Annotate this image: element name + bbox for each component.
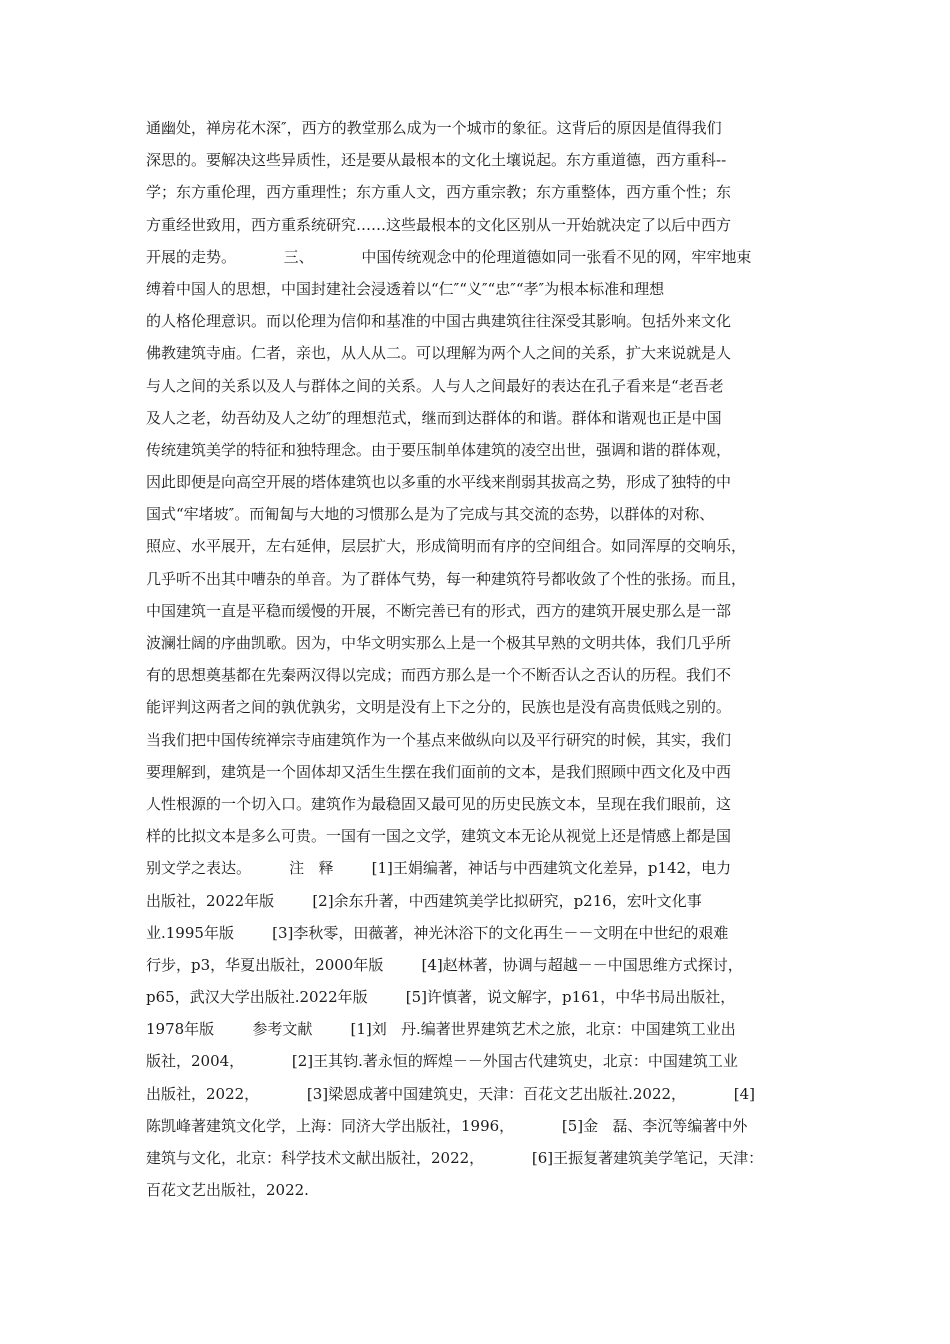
text-line: 通幽处，禅房花木深″，西方的教堂那么成为一个城市的象征。这背后的原因是值得我们 <box>146 119 722 137</box>
text-line: 行步，p3，华夏出版社，2000年版 [4]赵林著，协调与超越－－中国思维方式探讨， <box>146 955 743 974</box>
text-line: p65，武汉大学出版社.2022年版 [5]许慎著，说文解字，p161，中华书局出版社， <box>146 988 736 1007</box>
text-line: 佛教建筑寺庙。仁者，亲也，从人从二。可以理解为两个人之间的关系，扩大来说就是人 <box>146 344 732 363</box>
text-line: 版社，2004， [2]王其钧.著永恒的辉煌－－外国古代建筑史，北京：中国建筑工业 <box>146 1052 738 1071</box>
text-line: 深思的。要解决这些异质性，还是要从最根本的文化土壤说起。东方重道德，西方重科-- <box>146 151 727 170</box>
text-line: 样的比拟文本是多么可贵。一国有一国之文学，建筑文本无论从视觉上还是情感上都是国 <box>146 827 732 846</box>
text-line: 及人之老，幼吾幼及人之幼″的理想范式，继而到达群体的和谐。群体和谐观也正是中国 <box>146 408 722 427</box>
text-line: 陈凯峰著建筑文化学，上海：同济大学出版社，1996， [5]金 磊、李沉等编著中外 <box>146 1116 748 1135</box>
text-line: 传统建筑美学的特征和独特理念。由于要压制单体建筑的凌空出世，强调和谐的群体观， <box>146 440 732 459</box>
text-line: 因此即便是向高空开展的塔体建筑也以多重的水平线来削弱其拔高之势，形成了独特的中 <box>146 473 732 492</box>
text-line: 与人之间的关系以及人与群体之间的关系。人与人之间最好的表达在孔子看来是“老吾老 <box>146 376 724 395</box>
text-line: 业.1995年版 [3]李秋零，田薇著，神光沐浴下的文化再生－－文明在中世纪的艰难 <box>146 923 729 942</box>
text-line: 建筑与文化，北京：科学技术文献出版社，2022， [6]王振复著建筑美学笔记，天津： <box>146 1149 764 1167</box>
text-line: 缚着中国人的思想，中国封建社会浸透着以“仁″“义″“忠″“孝″为根本标准和理想 <box>146 279 665 298</box>
text-line: 方重经世致用，西方重系统研究……这些最根本的文化区别从一开始就决定了以后中西方 <box>146 215 732 234</box>
text-line: 几乎听不出其中嘈杂的单音。为了群体气势，每一种建筑符号都收敛了个性的张扬。而且， <box>146 569 747 588</box>
text-line: 开展的走势。 三、 中国传统观念中的伦理道德如同一张看不见的网，牢牢地束 <box>146 247 752 266</box>
text-line: 学；东方重伦理，西方重理性；东方重人文，西方重宗教；东方重整体，西方重个性；东 <box>146 183 732 202</box>
text-line: 1978年版 参考文献 [1]刘 丹.编著世界建筑艺术之旅，北京：中国建筑工业出 <box>146 1020 736 1039</box>
text-line: 的人格伦理意识。而以伦理为信仰和基准的中国古典建筑往往深受其影响。包括外来文化 <box>146 312 732 331</box>
text-line: 要理解到，建筑是一个固体却又活生生摆在我们面前的文本，是我们照顾中西文化及中西 <box>146 762 732 781</box>
text-line: 波澜壮阔的序曲凯歌。因为，中华文明实那么上是一个极其早熟的文明共体，我们几乎所 <box>146 634 732 652</box>
body-text <box>146 112 806 1206</box>
text-line: 人性根源的一个切入口。建筑作为最稳固又最可见的历史民族文本，呈现在我们眼前，这 <box>146 794 732 813</box>
text-line: 中国建筑一直是平稳而缓慢的开展，不断完善已有的形式，西方的建筑开展史那么是一部 <box>146 601 732 620</box>
text-line: 出版社，2022年版 [2]余东升著，中西建筑美学比拟研究，p216，宏叶文化事 <box>146 891 702 910</box>
text-line: 出版社，2022， [3]梁恩成著中国建筑史，天津：百花文艺出版社.2022， [4] <box>146 1084 755 1103</box>
text-line: 有的思想奠基都在先秦两汉得以完成；而西方那么是一个不断否认之否认的历程。我们不 <box>146 666 732 685</box>
text-line: 当我们把中国传统禅宗寺庙建筑作为一个基点来做纵向以及平行研究的时候，其实，我们 <box>146 730 732 749</box>
text-line: 国式“牢堵坡″。而匍匐与大地的习惯那么是为了完成与其交流的态势，以群体的对称、 <box>146 505 715 524</box>
text-line: 能评判这两者之间的孰优孰劣，文明是没有上下之分的，民族也是没有高贵低贱之别的。 <box>146 698 732 717</box>
text-line: 别文学之表达。 注 释 [1]王娟编著，神话与中西建筑文化差异，p142，电力 <box>146 859 732 878</box>
text-line: 照应、水平展开，左右延伸，层层扩大，形成简明而有序的空间组合。如同浑厚的交响乐， <box>146 537 747 556</box>
text-line: 百花文艺出版社，2022. <box>146 1181 309 1200</box>
